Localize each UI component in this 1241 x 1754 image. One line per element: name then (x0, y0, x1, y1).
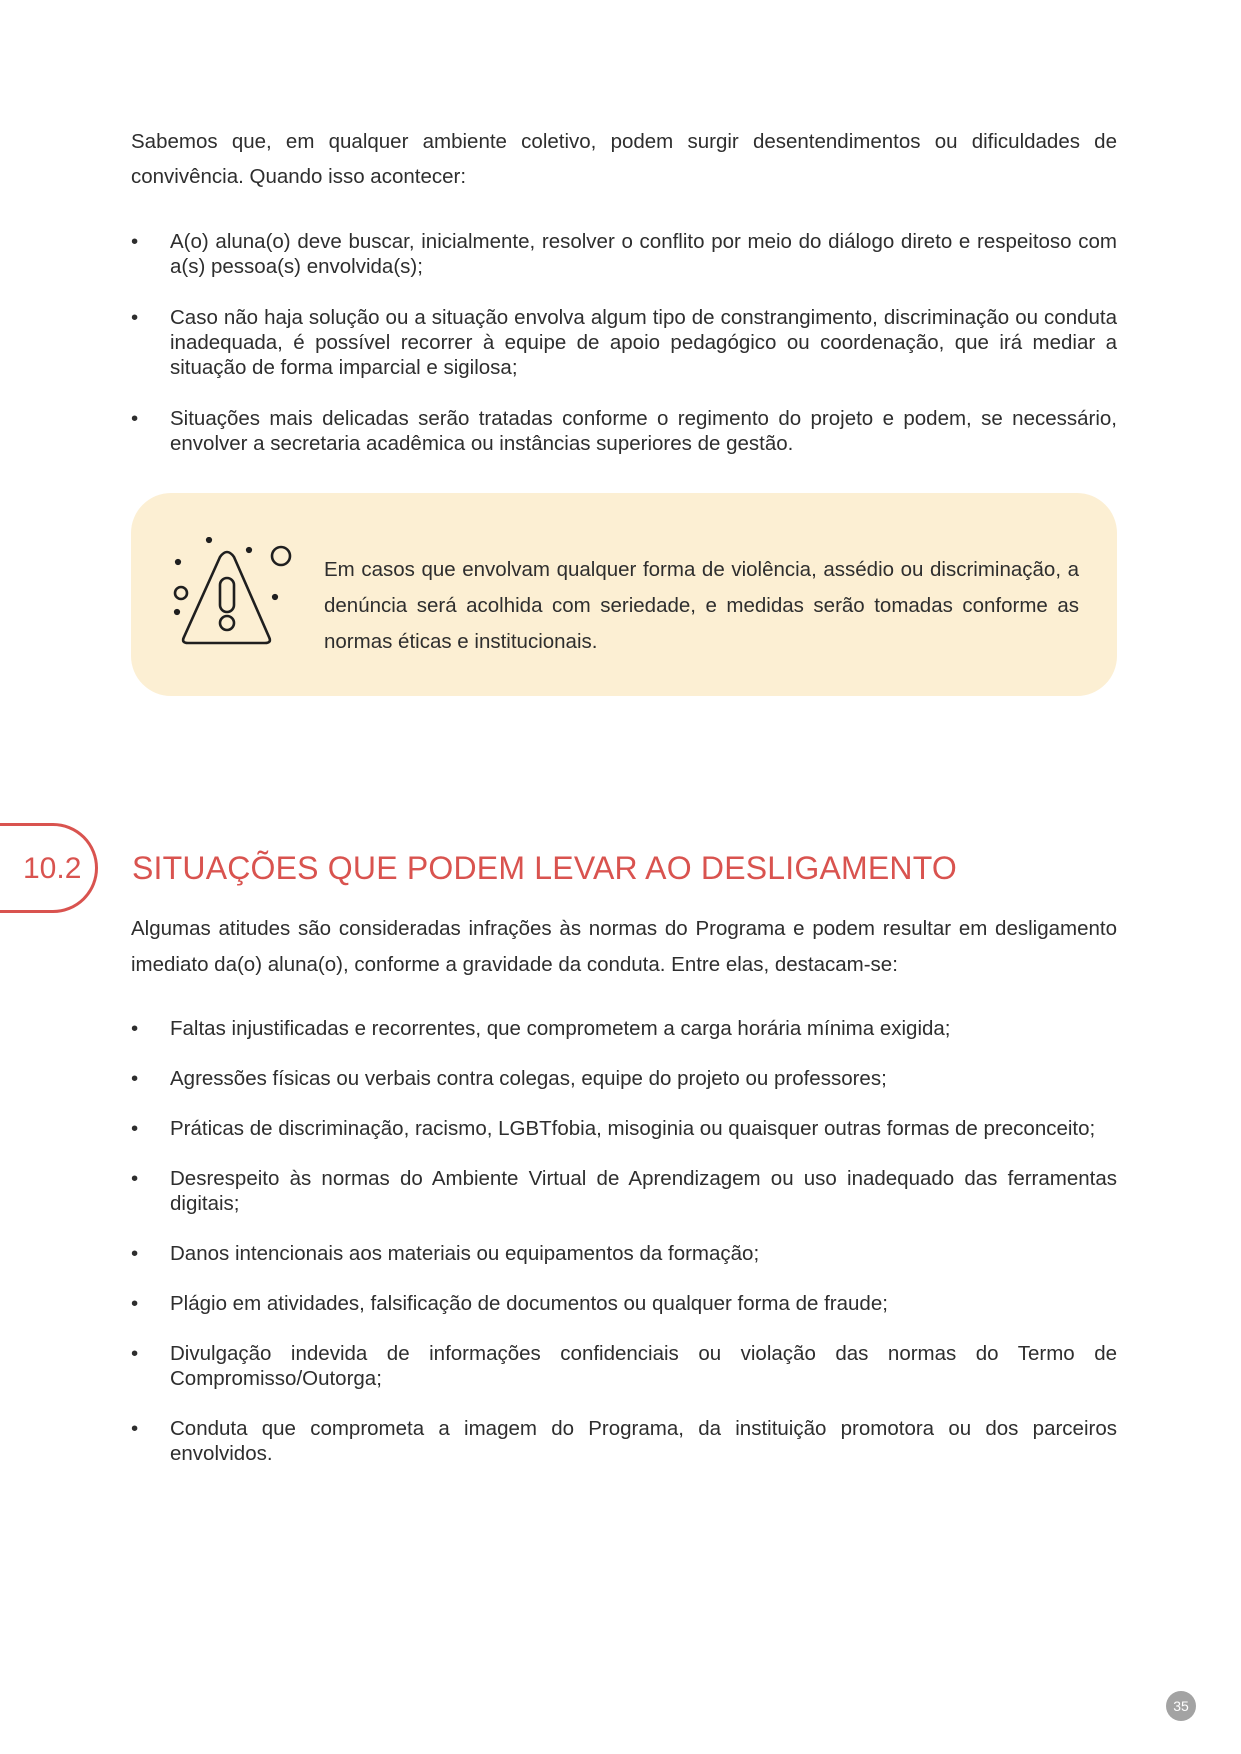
conflict-steps-list (131, 229, 1117, 482)
list-item-text: Danos intencionais aos materiais ou equipamentos da formação; (170, 1242, 760, 1265)
list-item (131, 1066, 1117, 1091)
list-item (131, 229, 1117, 279)
bullet: • (131, 230, 139, 253)
bullet: • (131, 1342, 139, 1365)
section-number: 10.2 (23, 852, 82, 885)
callout-text: Em casos que envolvam qualquer forma de violência, assédio ou discriminação, a denúncia será acolhida com seriedade, e medidas serão tomadas conforme as normas éticas e institucionais. (324, 558, 1079, 653)
intro-paragraph: Sabemos que, em qualquer ambiente coletivo, podem surgir desentendimentos ou dificuldades de convivência. Quando isso acontecer: (131, 130, 1117, 188)
list-item-text: Caso não haja solução ou a situação envolva algum tipo de constrangimento, discriminação ou conduta inadequada, é possível recorrer à equipe de apoio pedagógico ou coordenação, que irá mediar a situação de forma imparcial e sigilosa; (170, 306, 1117, 379)
warning-callout (131, 493, 1117, 696)
list-item-text: Faltas injustificadas e recorrentes, que comprometem a carga horária mínima exigida; (170, 1017, 951, 1040)
bullet: • (131, 306, 139, 329)
list-item-text: Conduta que comprometa a imagem do Programa, da instituição promotora ou dos parceiros envolvidos. (170, 1417, 1117, 1465)
bullet: • (131, 407, 139, 430)
dismissal-reasons-list (131, 1016, 1117, 1491)
list-item (131, 406, 1117, 456)
warning-icon (169, 537, 294, 657)
list-item-text: Divulgação indevida de informações confidenciais ou violação das normas do Termo de Compromisso/Outorga; (170, 1342, 1117, 1390)
bullet: • (131, 1242, 139, 1265)
bullet: • (131, 1167, 139, 1190)
list-item-text: Práticas de discriminação, racismo, LGBTfobia, misoginia ou quaisquer outras formas de preconceito; (170, 1117, 1096, 1140)
list-item-text: Plágio em atividades, falsificação de documentos ou qualquer forma de fraude; (170, 1292, 888, 1315)
bullet: • (131, 1017, 139, 1040)
bullet: • (131, 1292, 139, 1315)
list-item (131, 1016, 1117, 1041)
list-item (131, 1166, 1117, 1216)
list-item-text: Agressões físicas ou verbais contra colegas, equipe do projeto ou professores; (170, 1067, 887, 1090)
list-item (131, 1291, 1117, 1316)
bullet: • (131, 1417, 139, 1440)
list-item-text: Desrespeito às normas do Ambiente Virtual de Aprendizagem ou uso inadequado das ferramentas digitais; (170, 1167, 1117, 1215)
list-item-text: Situações mais delicadas serão tratadas conforme o regimento do projeto e podem, se necessário, envolver a secretaria acadêmica ou instâncias superiores de gestão. (170, 407, 1117, 455)
page-number: 35 (1166, 1691, 1196, 1721)
list-item (131, 1341, 1117, 1391)
list-item (131, 1416, 1117, 1466)
list-item (131, 1241, 1117, 1266)
bullet: • (131, 1067, 139, 1090)
list-item (131, 305, 1117, 380)
list-item (131, 1116, 1117, 1141)
section-intro: Algumas atitudes são consideradas infrações às normas do Programa e podem resultar em desligamento imediato da(o) aluna(o), conforme a gravidade da conduta. Entre elas, destacam-se: (131, 917, 1117, 976)
bullet: • (131, 1117, 139, 1140)
section-title: SITUAÇÕES QUE PODEM LEVAR AO DESLIGAMENTO (132, 850, 957, 886)
list-item-text: A(o) aluna(o) deve buscar, inicialmente, resolver o conflito por meio do diálogo direto e respeitoso com a(s) pessoa(s) envolvida(s); (170, 230, 1117, 278)
